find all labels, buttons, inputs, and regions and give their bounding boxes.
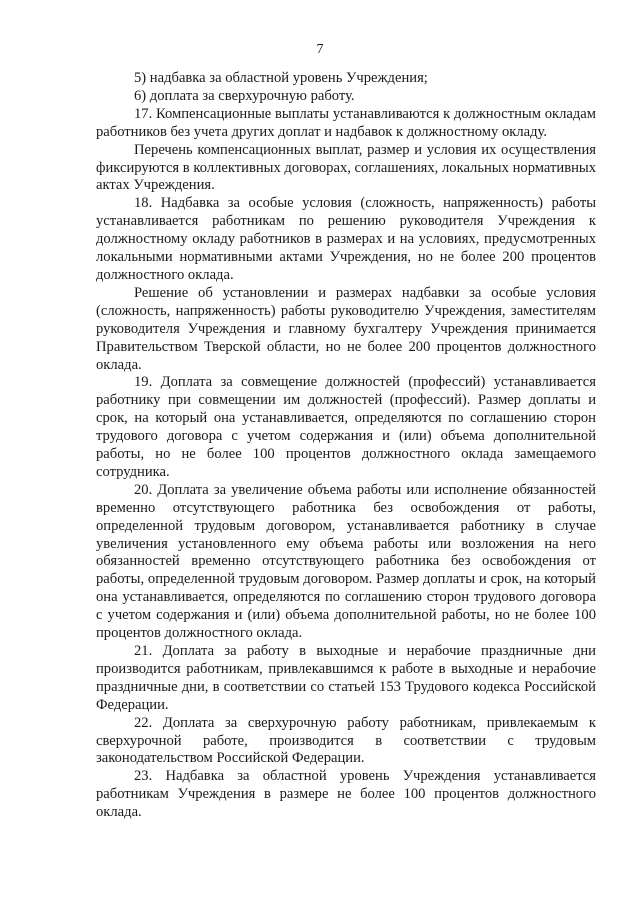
clause-20: 20. Доплата за увеличение объема работы или исполнение обязанностей временно отсутствующего работника без освобождения от работы, определенной трудовым договором, устанавливается работнику в случае увеличения установленного ему объема работы или возложения на него обязанностей временно отсутствующего работника без освобождения от работы, определенной трудовым договором. Размер доплаты и срок, на который она устанавливается, определяются по соглашению сторон трудового договора с учетом содержания и (или) объема дополнительной работы, но не более 100 процентов должностного оклада. xyxy=(96,481,596,642)
list-item-5: 5) надбавка за областной уровень Учреждения; xyxy=(134,70,428,86)
page-number: 7 xyxy=(316,42,324,57)
clause-23: 23. Надбавка за областной уровень Учреждения устанавливается работникам Учреждения в размере не более 100 процентов должностного оклада. xyxy=(96,768,596,821)
clause-18-decision: Решение об установлении и размерах надбавки за особые условия (сложность, напряженность) работы руководителю Учреждения, заместителям руководителя Учреждения и главному бухгалтеру Учреждения принимается Правительством Тверской области, но не более 200 процентов должностного оклада. xyxy=(96,284,596,373)
clause-21: 21. Доплата за работу в выходные и нерабочие праздничные дни производится работникам, привлекавшимся к работе в выходные и нерабочие праздничные дни, в соответствии со статьей 153 Трудового кодекса Российской Федерации. xyxy=(96,643,596,713)
clause-18: 18. Надбавка за особые условия (сложность, напряженность) работы устанавливается работникам по решению руководителя Учреждения к должностному окладу работников в размерах и на условиях, предусмотренных локальными нормативными актами Учреждения, но не более 200 процентов должностного оклада. xyxy=(96,195,596,283)
document-body xyxy=(96,70,596,822)
list-item-6: 6) доплата за сверхурочную работу. xyxy=(134,87,355,104)
clause-22: 22. Доплата за сверхурочную работу работникам, привлекаемым к сверхурочной работе, производится в соответствии с трудовым законодательством Российской Федерации. xyxy=(96,714,596,767)
clause-19: 19. Доплата за совмещение должностей (профессий) устанавливается работнику при совмещении им должностей (профессий). Размер доплаты и срок, на который она устанавливается, определяются по соглашению сторон трудового договора с учетом содержания и (или) объема дополнительной работы, но не более 100 процентов должностного оклада замещаемого сотрудника. xyxy=(96,374,596,480)
clause-17-list: Перечень компенсационных выплат, размер и условия их осуществления фиксируются в коллективных договорах, соглашениях, локальных нормативных актах Учреждения. xyxy=(96,141,596,194)
clause-17: 17. Компенсационные выплаты устанавливаются к должностным окладам работников без учета других доплат и надбавок к должностному окладу. xyxy=(96,105,596,140)
